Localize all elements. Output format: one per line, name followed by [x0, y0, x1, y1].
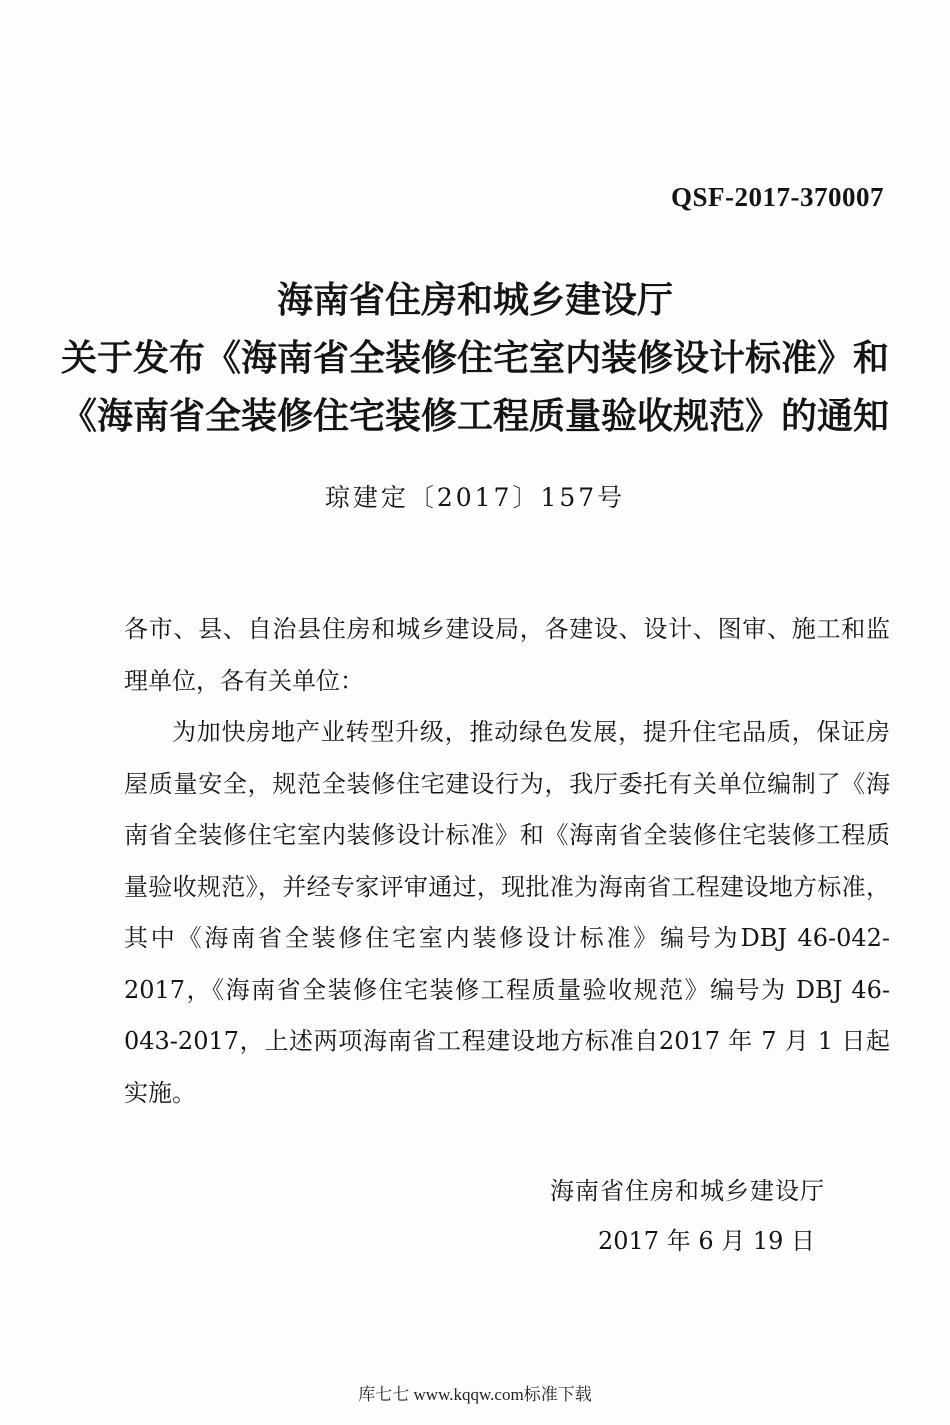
document-number: 琼建定〔2017〕157号: [324, 483, 626, 512]
document-code: QSF-2017-370007: [671, 182, 884, 212]
signature-date: 2017 年 6 月 19 日: [598, 1227, 816, 1255]
body-paragraph: 为加快房地产业转型升级，推动绿色发展，提升住宅品质，保证房屋质量安全，规范全装修住宅建设行为，我厅委托有关单位编制了《海南省全装修住宅室内装修设计标准》和《海南省全装修住宅装修工程质量验收规范》，并经专家评审通过，现批准为海南省工程建设地方标准，其中《海南省全装修住宅室内装修设计标准》编号为DBJ 46-042-2017，《海南省全装修住宅装修工程质量验收规范》编号为 DBJ 46-043-2017，上述两项海南省工程建设地方标准自2017 年 7 月 1 日起实施。: [124, 718, 890, 1107]
footer-watermark: 库七七 www.kqqw.com标准下载: [358, 1385, 592, 1404]
salutation: 各市、县、自治县住房和城乡建设局，各建设、设计、图审、施工和监理单位，各有关单位：: [124, 615, 890, 695]
title-line-subject-1: 关于发布《海南省全装修住宅室内装修设计标准》和: [60, 338, 889, 379]
title-line-issuer: 海南省住房和城乡建设厅: [276, 280, 673, 321]
signature-block: [550, 1166, 825, 1266]
title-line-subject-2: 《海南省全装修住宅装修工程质量验收规范》的通知: [60, 396, 889, 437]
signature-organization: 海南省住房和城乡建设厅: [550, 1177, 825, 1205]
document-title: [0, 272, 950, 446]
document-body: [124, 604, 890, 1119]
